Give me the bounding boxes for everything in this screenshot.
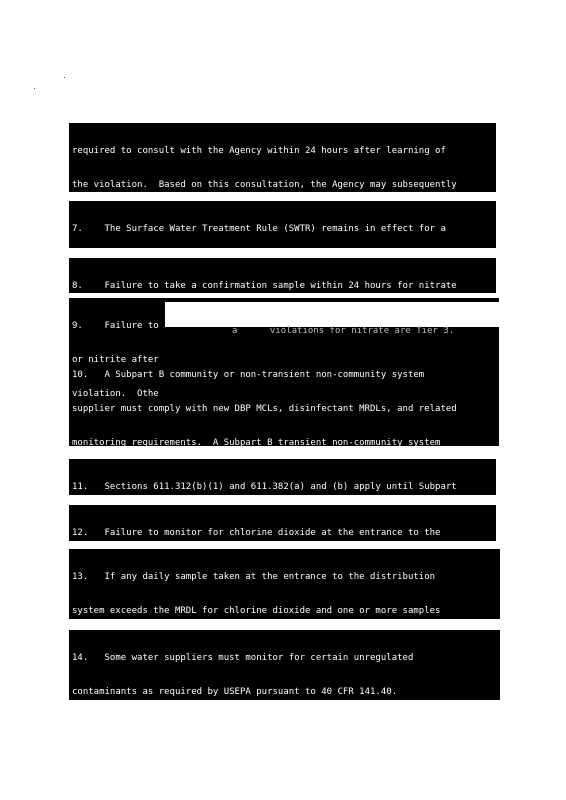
text-line: or nitrite after <box>72 355 159 365</box>
text-line: 10. A Subpart B community or non-transient non-community system <box>72 370 425 381</box>
ghost-text: a violations for nitrate are Tier 3. <box>232 326 455 336</box>
text-line: violation. Othe <box>72 388 159 399</box>
text-line: 11. Sections 611.312(b)(1) and 611.382(a) and (b) apply until Subpart <box>72 482 457 493</box>
text-line: required to consult with the Agency within 24 hours after learning of <box>72 146 446 157</box>
text-line: monitoring requirements. A Subpart B transient non-community system <box>72 437 441 446</box>
note-12 <box>69 505 496 541</box>
text-line: the violation. Based on this consultation, the Agency may subsequently <box>72 180 457 190</box>
text-line: 9. Failure to <box>72 321 159 332</box>
text-line: 7. The Surface Water Treatment Rule (SWTR) remains in effect for a <box>72 224 446 235</box>
scan-blank-region <box>165 302 499 327</box>
text-line: contaminants as required by USEPA pursuant to 40 CFR 141.40. <box>72 687 398 697</box>
text-line: 13. If any daily sample taken at the entrance to the distribution <box>72 572 436 583</box>
scan-speck <box>34 88 35 89</box>
note-13 <box>69 549 500 619</box>
note-14-15 <box>69 630 500 700</box>
text-line: supplier must comply with new DBP MCLs, disinfectant MRDLs, and related <box>72 404 457 414</box>
text-line: 12. Failure to monitor for chlorine dioxide at the entrance to the <box>72 528 441 539</box>
note-continuation <box>69 123 496 192</box>
note-8 <box>69 258 496 293</box>
text-line: 8. Failure to take a confirmation sample within 24 hours for nitrate <box>72 281 457 292</box>
text-line: 14. Some water suppliers must monitor for certain unregulated <box>72 653 414 664</box>
note-9-10 <box>69 298 499 446</box>
note-11 <box>69 459 496 495</box>
note-7 <box>69 201 496 248</box>
scan-speck <box>64 77 65 78</box>
text-line: system exceeds the MRDL for chlorine dioxide and one or more samples <box>72 606 441 616</box>
